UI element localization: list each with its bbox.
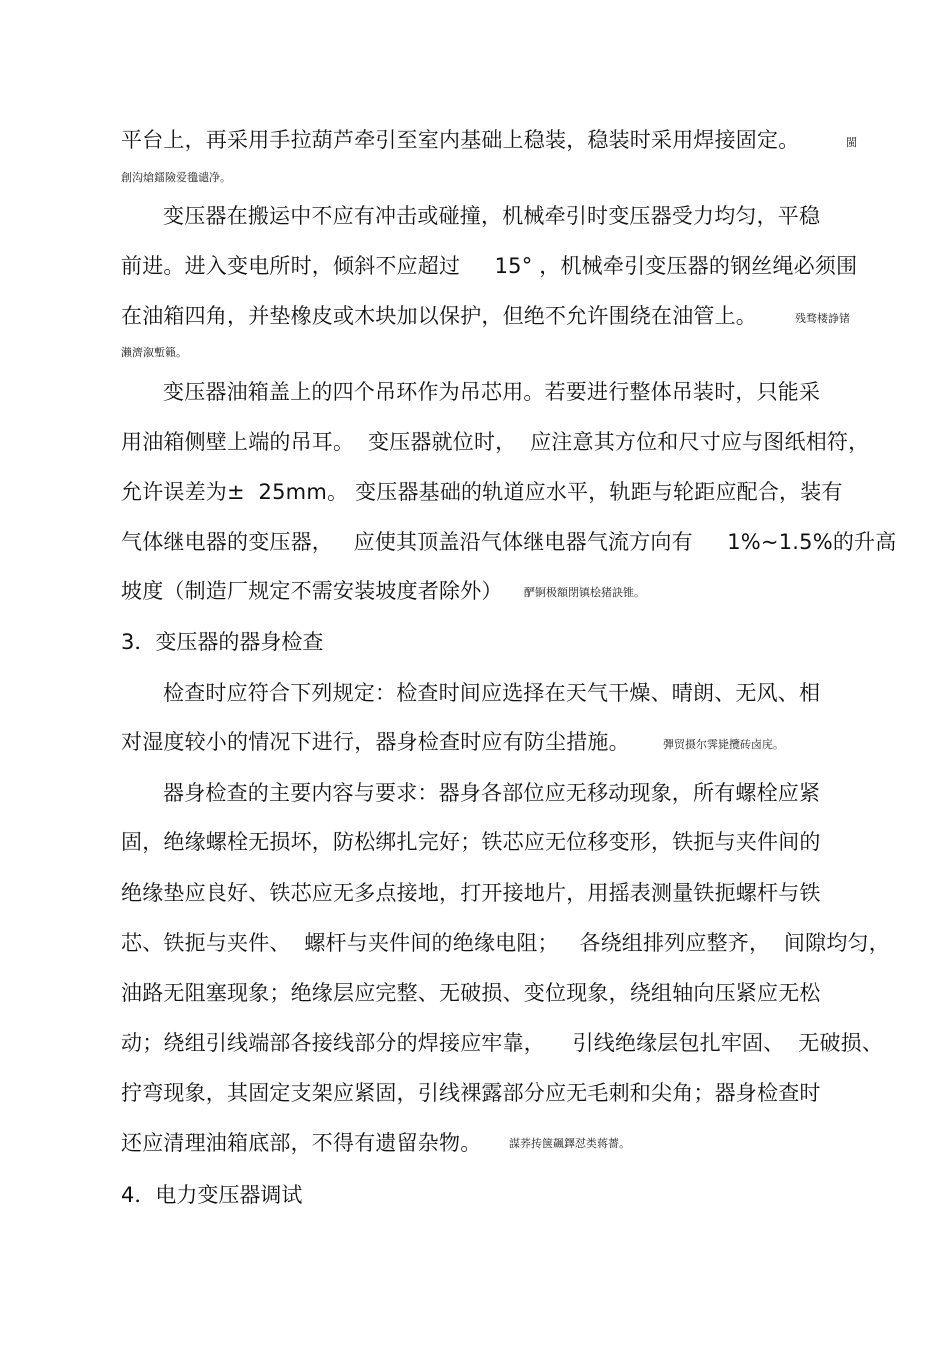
body-line: 对湿度较小的情况下进行，器身检查时应有防尘措施。 [121,730,630,754]
body-line: 前进。进入变电所时，倾斜不应超过 15° ，机械牵引变压器的钢丝绳必须围 [121,254,858,278]
body-line: 油路无阻塞现象；绝缘层应完整、无破损、变位现象，绕组轴向压紧应无松 [121,981,821,1005]
body-line: 检查时应符合下列规定：检查时间应选择在天气干燥、晴朗、无风、相 [163,681,821,705]
annotation-note: 閩 [846,136,857,149]
body-line: 芯、铁扼与夹件、 螺杆与夹件间的绝缘电阻； 各绕组排列应整齐， 间隙均匀， [121,931,890,955]
body-line: 变压器油箱盖上的四个吊环作为吊芯用。若要进行整体吊装时，只能采 [163,380,821,404]
body-line: 还应清理油箱底部，不得有遗留杂物。 [121,1131,482,1155]
body-line: 平台上，再采用手拉葫芦牵引至室内基础上稳装，稳装时采用焊接固定。 [121,128,800,152]
body-line: 允许误差为± 25mm。 变压器基础的轨道应水平，轨距与轮距应配合，装有 [121,480,843,504]
annotation-note: 彈贸摄尔霁毙攬砖卤庑。 [663,738,784,751]
body-line: 坡度（制造厂规定不需安装坡度者除外） [121,579,503,603]
body-line: 用油箱侧壁上端的吊耳。 变压器就位时， 应注意其方位和尺寸应与图纸相符， [121,430,870,454]
annotation-note: 謀荞抟箧飆鐸怼类蒋薔。 [509,1137,630,1150]
section-heading: 3．变压器的器身检查 [121,630,324,654]
body-line: 拧弯现象，其固定支架应紧固，引线裸露部分应无毛刺和尖角；器身检查时 [121,1081,821,1105]
body-line: 在油箱四角，并垫橡皮或木块加以保护，但绝不允许围绕在油管上。 [121,304,757,328]
annotation-note: 創沟熗鐳險爱氇谴净。 [121,171,231,184]
annotation-note: 酽锕极額閉镇桧猪訣锥。 [524,586,645,599]
body-line: 变压器在搬运中不应有冲击或碰撞，机械牵引时变压器受力均匀，平稳 [163,204,821,228]
body-line: 动；绕组引线端部各接线部分的焊接应牢靠， 引线绝缘层包扎牢固、 无破损、 [121,1031,884,1055]
body-line: 器身检查的主要内容与要求：器身各部位应无移动现象，所有螺栓应紧 [163,781,821,805]
section-heading: 4．电力变压器调试 [121,1183,303,1207]
body-line: 绝缘垫应良好、铁芯应无多点接地，打开接地片，用摇表测量铁扼螺杆与铁 [121,881,821,905]
annotation-note: 残骛楼諍锗 [795,312,850,325]
body-line: 固，绝缘螺栓无损坏，防松绑扎完好；铁芯应无位移变形，铁扼与夹件间的 [121,830,821,854]
annotation-note: 瀨濟溆塹籟。 [121,346,187,359]
body-line: 气体继电器的变压器， 应使其顶盖沿气体继电器气流方向有 1%~1.5%的升高 [121,530,897,554]
